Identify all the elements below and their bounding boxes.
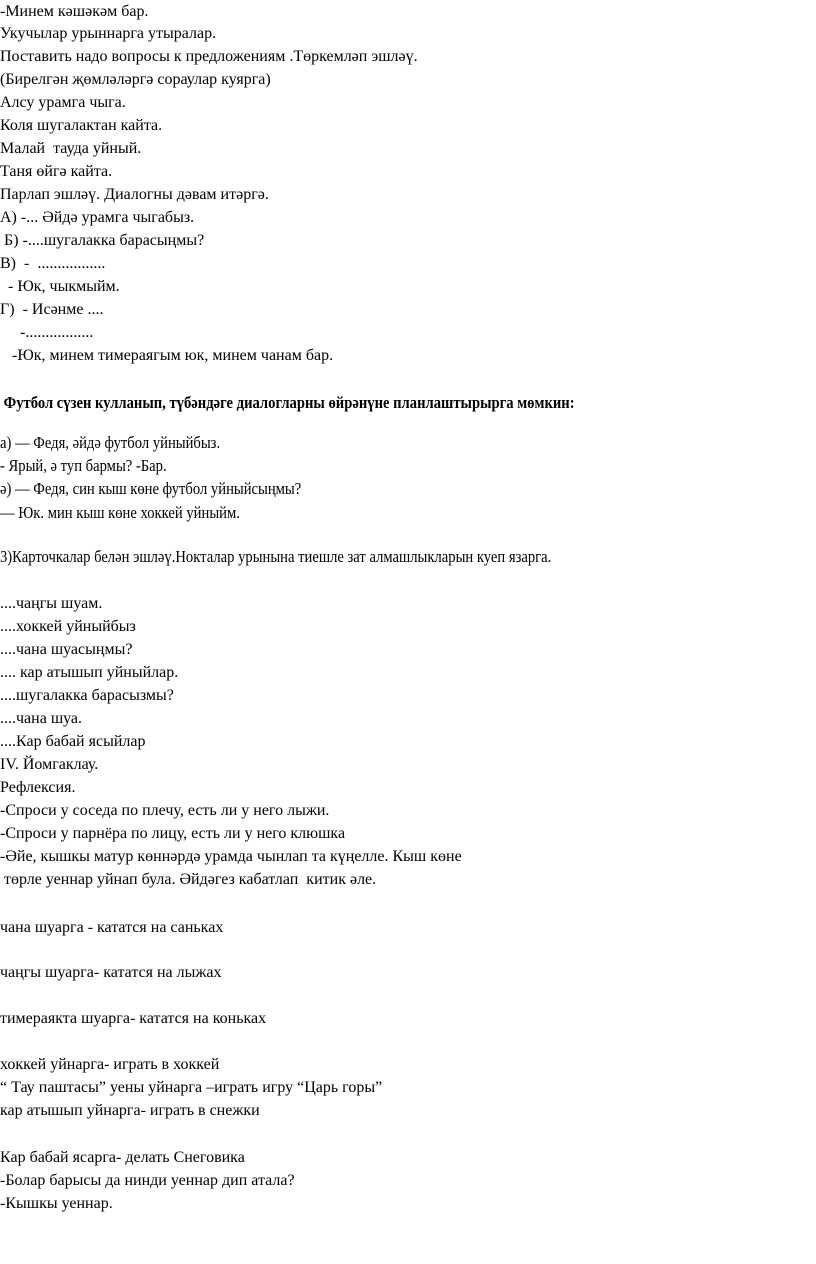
text-line: ....чаңгы шуам. [0,595,103,612]
vocab-line: Кар бабай ясарга- делать Снеговика [0,1149,245,1166]
text-line: IV. Йомгаклау. [0,756,99,773]
vocab-line: тимераякта шуарга- кататся на коньках [0,1010,267,1027]
vocab-line: хоккей уйнарга- играть в хоккей [0,1056,220,1073]
text-line: .... кар атышып уйныйлар. [0,664,179,681]
text-line: - Юк, чыкмыйм. [0,278,120,295]
dialog-line: — Юк. мин кыш көне хоккей уйныйм. [0,503,240,522]
text-line: Рефлексия. [0,779,76,796]
task-heading: 3)Карточкалар белән эшләү.Нокталар урынына тиешле зат алмашлыкларын куеп язарга. [0,547,552,566]
text-line: В) - ................. [0,255,106,272]
text-line: -................. [0,324,94,341]
text-line: -Спроси у парнёра по лицу, есть ли у него клюшка [0,825,346,842]
text-line: Алсу урамга чыга. [0,94,126,111]
text-line: Коля шугалактан кайта. [0,117,163,134]
vocab-line: чана шуарга - кататся на саньках [0,919,224,936]
text-line: ....хоккей уйныйбыз [0,618,136,635]
text-line: -Әйе, кышкы матур көннәрдә урамда чынлап та күңелле. Кыш көне [0,848,462,865]
text-line: Парлап эшләү. Диалогны дәвам итәргә. [0,186,269,203]
text-line: ....Кар бабай ясыйлар [0,733,146,750]
text-line: ....шугалакка барасызмы? [0,687,174,704]
text-line: -Спроси у соседа по плечу, есть ли у него лыжи. [0,802,330,819]
text-line: ....чана шуасыңмы? [0,641,133,658]
vocab-line: -Кышкы уеннар. [0,1195,113,1212]
text-line: төрле уеннар уйнап була. Әйдәгез кабатлап китик әле. [0,871,377,888]
dialog-line: - Ярый, ә туп бармы? -Бар. [0,456,167,475]
dialog-line: ә) — Федя, син кыш көне футбол уйныйсыңмы? [0,479,302,498]
dialog-line: а) — Федя, әйдә футбол уйныйбыз. [0,433,221,452]
text-line: ....чана шуа. [0,710,83,727]
text-line: Таня өйгә кайта. [0,163,113,180]
vocab-line: чаңгы шуарга- кататся на лыжах [0,964,222,981]
vocab-line: -Болар барысы да нинди уеннар дип атала? [0,1172,295,1189]
text-line: Укучылар урыннарга утыралар. [0,25,217,42]
text-line: Г) - Исәнме .... [0,301,104,318]
vocab-line: кар атышып уйнарга- играть в снежки [0,1102,260,1119]
text-line: Б) -....шугалакка барасыңмы? [0,232,205,249]
text-line: Малай тауда уйный. [0,140,142,157]
vocab-line: “ Тау паштасы” уены уйнарга –играть игру “Царь горы” [0,1079,383,1096]
text-line: -Минем кәшәкәм бар. [0,3,149,20]
text-line: Поставить надо вопросы к предложениям .Төркемләп эшләү. [0,48,418,65]
section-heading: Футбол сүзен кулланып, түбәндәге диалогларны өйрәнүне планлаштырырга мөмкин: [0,393,575,412]
text-line: (Бирелгән җөмләләргә сораулар куярга) [0,71,271,88]
text-line: А) -... Әйдә урамга чыгабыз. [0,209,195,226]
text-line: -Юк, минем тимераягым юк, минем чанам бар. [0,347,334,364]
